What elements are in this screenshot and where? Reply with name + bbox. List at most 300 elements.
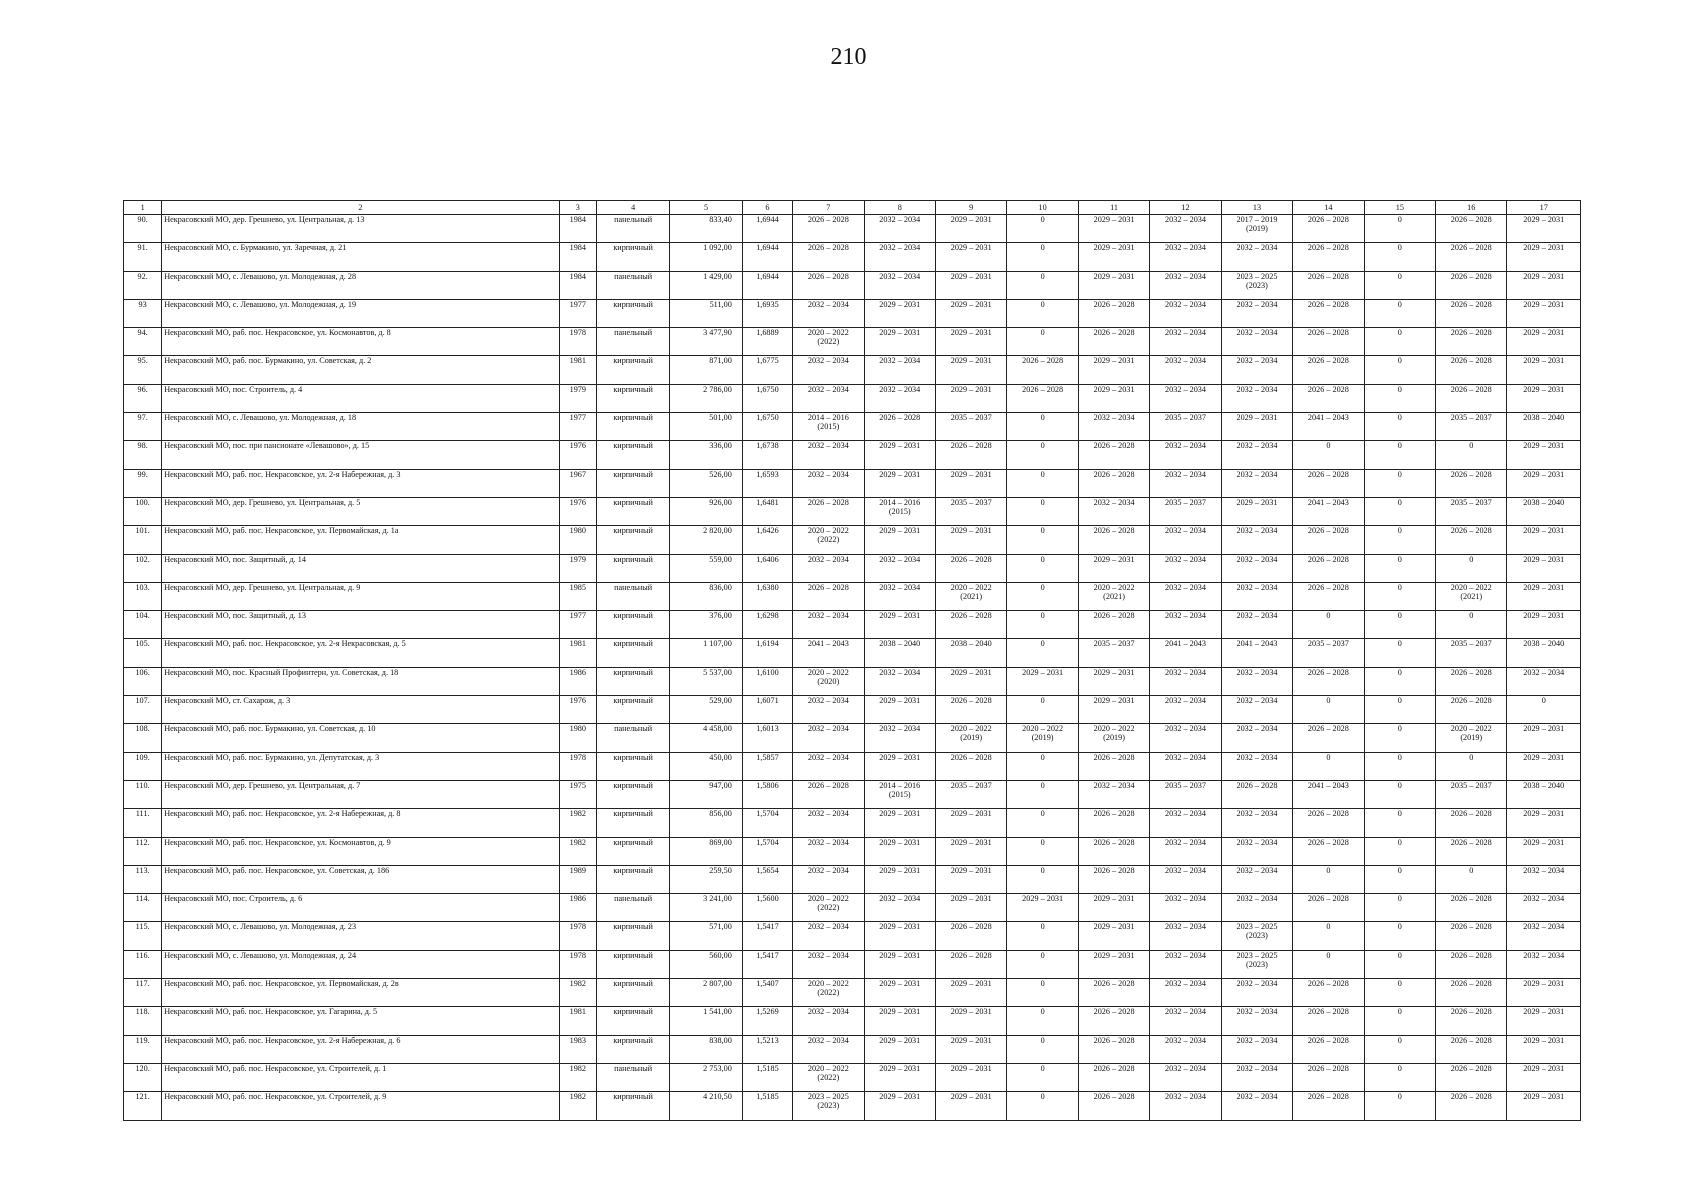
table-cell: 2032 – 2034 [1221, 752, 1292, 780]
table-cell: 2014 – 2016 (2015) [864, 497, 935, 525]
table-cell: 120. [124, 1063, 162, 1091]
table-cell: 90. [124, 215, 162, 243]
table-cell: 526,00 [670, 469, 742, 497]
column-header: 12 [1150, 201, 1221, 215]
table-cell: Некрасовский МО, пос. Красный Профинтерн, ул. Советская, д. 18 [162, 667, 559, 695]
table-cell: 0 [1507, 696, 1581, 724]
table-cell: кирпичный [596, 356, 669, 384]
table-cell: 2029 – 2031 [1507, 356, 1581, 384]
table-cell: 2029 – 2031 [864, 696, 935, 724]
table-cell: Некрасовский МО, раб. пос. Некрасовское, ул. 2-я Набережная, д. 8 [162, 809, 559, 837]
table-row [124, 384, 1581, 412]
table-cell: 2029 – 2031 [935, 356, 1006, 384]
table-cell: 2038 – 2040 [1507, 639, 1581, 667]
table-cell: Некрасовский МО, раб. пос. Бурмакино, ул. Депутатская, д. 3 [162, 752, 559, 780]
table-cell: 2032 – 2034 [1150, 1035, 1221, 1063]
table-cell: 2029 – 2031 [1507, 469, 1581, 497]
table-cell: 2026 – 2028 [1293, 1092, 1364, 1120]
table-cell: кирпичный [596, 865, 669, 893]
table-cell: кирпичный [596, 780, 669, 808]
table-cell: 1978 [559, 950, 596, 978]
table-cell: 2032 – 2034 [793, 356, 864, 384]
column-header: 6 [742, 201, 792, 215]
table-cell: 0 [1007, 328, 1078, 356]
table-cell: кирпичный [596, 299, 669, 327]
table-cell: кирпичный [596, 809, 669, 837]
table-cell: 0 [1364, 384, 1435, 412]
table-cell: 2032 – 2034 [793, 724, 864, 752]
table-row [124, 497, 1581, 525]
table-row [124, 243, 1581, 271]
table-cell: 2038 – 2040 [1507, 413, 1581, 441]
table-row [124, 667, 1581, 695]
table-cell: 0 [1007, 526, 1078, 554]
table-cell: 2029 – 2031 [1078, 384, 1149, 412]
table-cell: 2014 – 2016 (2015) [793, 413, 864, 441]
table-cell: 2029 – 2031 [1078, 894, 1149, 922]
table-cell: 0 [1364, 299, 1435, 327]
table-cell: 2032 – 2034 [864, 667, 935, 695]
table-cell: 450,00 [670, 752, 742, 780]
table-row [124, 780, 1581, 808]
table-cell: 2035 – 2037 [935, 497, 1006, 525]
table-cell: 0 [1364, 950, 1435, 978]
table-cell: 2029 – 2031 [1507, 1035, 1581, 1063]
table-cell: 110. [124, 780, 162, 808]
table-cell: 0 [1007, 639, 1078, 667]
table-cell: 0 [1364, 865, 1435, 893]
table-cell: 1985 [559, 582, 596, 610]
table-cell: 2032 – 2034 [1221, 384, 1292, 412]
header-row [124, 201, 1581, 215]
table-cell: 2041 – 2043 [1293, 497, 1364, 525]
table-cell: 2029 – 2031 [864, 1063, 935, 1091]
table-cell: 926,00 [670, 497, 742, 525]
table-cell: 0 [1364, 752, 1435, 780]
table-cell: Некрасовский МО, ст. Сахарож, д. 3 [162, 696, 559, 724]
table-cell: 2020 – 2022 (2022) [793, 526, 864, 554]
table-cell: 2020 – 2022 (2020) [793, 667, 864, 695]
table-cell: 2032 – 2034 [1221, 469, 1292, 497]
table-cell: 2032 – 2034 [793, 950, 864, 978]
table-cell: 108. [124, 724, 162, 752]
table-cell: 2032 – 2034 [1150, 299, 1221, 327]
table-cell: 0 [1007, 469, 1078, 497]
table-cell: Некрасовский МО, с. Левашово, ул. Молодежная, д. 19 [162, 299, 559, 327]
table-cell: Некрасовский МО, дер. Грешнево, ул. Центральная, д. 13 [162, 215, 559, 243]
table-cell: 0 [1293, 865, 1364, 893]
table-cell: 2026 – 2028 [1293, 271, 1364, 299]
table-cell: 2032 – 2034 [1221, 1035, 1292, 1063]
table-cell: 2032 – 2034 [1150, 837, 1221, 865]
table-cell: 0 [1364, 639, 1435, 667]
table-cell: 1982 [559, 1063, 596, 1091]
table-cell: 2026 – 2028 [1436, 469, 1507, 497]
table-cell: 2026 – 2028 [793, 582, 864, 610]
table-cell: 2032 – 2034 [1221, 894, 1292, 922]
table-cell: 2032 – 2034 [1150, 724, 1221, 752]
table-cell: 2035 – 2037 [1436, 413, 1507, 441]
table-cell: 107. [124, 696, 162, 724]
table-cell: 2029 – 2031 [864, 1092, 935, 1120]
table-cell: 0 [1007, 1063, 1078, 1091]
table-cell: 0 [1007, 1092, 1078, 1120]
column-header: 5 [670, 201, 742, 215]
table-cell: 1986 [559, 667, 596, 695]
table-cell: 2026 – 2028 [1436, 922, 1507, 950]
table-cell: 2026 – 2028 [1293, 979, 1364, 1007]
table-cell: 0 [1007, 979, 1078, 1007]
table-cell: 2032 – 2034 [1150, 469, 1221, 497]
table-cell: 2017 – 2019 (2019) [1221, 215, 1292, 243]
table-cell: 2029 – 2031 [935, 1035, 1006, 1063]
table-cell: 2026 – 2028 [1293, 809, 1364, 837]
table-cell: 2020 – 2022 (2019) [935, 724, 1006, 752]
table-cell: 2029 – 2031 [1507, 526, 1581, 554]
table-cell: 2032 – 2034 [1221, 582, 1292, 610]
table-cell: 511,00 [670, 299, 742, 327]
table-cell: кирпичный [596, 1035, 669, 1063]
table-cell: 2020 – 2022 (2022) [793, 328, 864, 356]
table-cell: 2032 – 2034 [1150, 979, 1221, 1007]
table-cell: 2026 – 2028 [1293, 384, 1364, 412]
table-cell: 2029 – 2031 [864, 837, 935, 865]
table-cell: 2014 – 2016 (2015) [864, 780, 935, 808]
schedule-table-wrapper [123, 200, 1581, 1121]
table-cell: кирпичный [596, 979, 669, 1007]
table-cell: 0 [1364, 611, 1435, 639]
table-cell: 1 429,00 [670, 271, 742, 299]
table-cell: 2026 – 2028 [1078, 1035, 1149, 1063]
table-cell: 1,5704 [742, 837, 792, 865]
table-cell: 2026 – 2028 [1221, 780, 1292, 808]
table-cell: 2035 – 2037 [1436, 639, 1507, 667]
table-cell: 2029 – 2031 [1507, 299, 1581, 327]
table-cell: 2032 – 2034 [1150, 809, 1221, 837]
table-cell: 0 [1007, 271, 1078, 299]
column-header: 13 [1221, 201, 1292, 215]
table-cell: 1,6935 [742, 299, 792, 327]
table-cell: 0 [1364, 497, 1435, 525]
table-cell: 2026 – 2028 [1293, 554, 1364, 582]
table-cell: 2026 – 2028 [1436, 979, 1507, 1007]
table-cell: 2032 – 2034 [1150, 865, 1221, 893]
table-cell: Некрасовский МО, пос. Защитный, д. 14 [162, 554, 559, 582]
table-cell: 2038 – 2040 [864, 639, 935, 667]
table-cell: 1,5407 [742, 979, 792, 1007]
table-cell: 501,00 [670, 413, 742, 441]
table-cell: 5 537,00 [670, 667, 742, 695]
table-cell: 0 [1364, 667, 1435, 695]
table-cell: 2026 – 2028 [1293, 1035, 1364, 1063]
table-cell: 2026 – 2028 [1293, 1007, 1364, 1035]
table-cell: 94. [124, 328, 162, 356]
table-cell: 838,00 [670, 1035, 742, 1063]
table-cell: 1,5806 [742, 780, 792, 808]
table-cell: 2029 – 2031 [864, 950, 935, 978]
table-cell: 0 [1364, 894, 1435, 922]
column-header: 16 [1436, 201, 1507, 215]
table-cell: панельный [596, 724, 669, 752]
table-cell: 1,6426 [742, 526, 792, 554]
table-cell: 833,40 [670, 215, 742, 243]
table-cell: 0 [1364, 526, 1435, 554]
table-cell: Некрасовский МО, раб. пос. Некрасовское, ул. 2-я Набережная, д. 3 [162, 469, 559, 497]
table-cell: 2032 – 2034 [1221, 865, 1292, 893]
table-cell: 2023 – 2025 (2023) [1221, 950, 1292, 978]
table-cell: 2032 – 2034 [1221, 837, 1292, 865]
table-cell: 0 [1364, 1007, 1435, 1035]
table-cell: 2029 – 2031 [1507, 1007, 1581, 1035]
table-cell: кирпичный [596, 1007, 669, 1035]
table-cell: 2026 – 2028 [935, 441, 1006, 469]
table-cell: панельный [596, 328, 669, 356]
table-row [124, 1092, 1581, 1120]
table-cell: 1975 [559, 780, 596, 808]
table-cell: 2026 – 2028 [1078, 752, 1149, 780]
table-cell: 2029 – 2031 [1507, 215, 1581, 243]
table-cell: 4 458,00 [670, 724, 742, 752]
table-cell: 2026 – 2028 [1436, 328, 1507, 356]
table-cell: 2032 – 2034 [1221, 554, 1292, 582]
table-cell: 2026 – 2028 [1078, 979, 1149, 1007]
table-cell: 1982 [559, 809, 596, 837]
table-cell: 2026 – 2028 [1436, 1035, 1507, 1063]
table-cell: 2032 – 2034 [1221, 667, 1292, 695]
table-cell: 95. [124, 356, 162, 384]
table-cell: 1982 [559, 837, 596, 865]
table-cell: 2020 – 2022 (2021) [1078, 582, 1149, 610]
table-cell: кирпичный [596, 667, 669, 695]
table-cell: 0 [1364, 356, 1435, 384]
table-cell: 0 [1007, 243, 1078, 271]
table-cell: 1980 [559, 724, 596, 752]
table-row [124, 922, 1581, 950]
column-header: 10 [1007, 201, 1078, 215]
table-cell: Некрасовский МО, раб. пос. Некрасовское, ул. 2-я Набережная, д. 6 [162, 1035, 559, 1063]
table-cell: 1,6194 [742, 639, 792, 667]
table-cell: 2 820,00 [670, 526, 742, 554]
table-cell: 106. [124, 667, 162, 695]
table-cell: кирпичный [596, 441, 669, 469]
table-cell: 2026 – 2028 [1078, 837, 1149, 865]
table-cell: 1,5185 [742, 1063, 792, 1091]
table-cell: 2032 – 2034 [864, 243, 935, 271]
table-cell: 2032 – 2034 [1150, 894, 1221, 922]
table-cell: 2026 – 2028 [1293, 356, 1364, 384]
table-cell: 1 107,00 [670, 639, 742, 667]
table-cell: Некрасовский МО, раб. пос. Некрасовское, ул. Первомайская, д. 1а [162, 526, 559, 554]
table-cell: 1989 [559, 865, 596, 893]
table-cell: Некрасовский МО, пос. Строитель, д. 4 [162, 384, 559, 412]
table-cell: 2029 – 2031 [935, 809, 1006, 837]
table-cell: 2026 – 2028 [1078, 611, 1149, 639]
table-cell: 1 541,00 [670, 1007, 742, 1035]
table-cell: 2023 – 2025 (2023) [793, 1092, 864, 1120]
table-cell: Некрасовский МО, раб. пос. Некрасовское, ул. Строителей, д. 1 [162, 1063, 559, 1091]
table-cell: 0 [1364, 837, 1435, 865]
table-cell: 0 [1293, 696, 1364, 724]
table-cell: 0 [1436, 441, 1507, 469]
table-cell: 2035 – 2037 [935, 413, 1006, 441]
table-cell: 2026 – 2028 [1436, 837, 1507, 865]
table-cell: 0 [1436, 752, 1507, 780]
table-cell: 2026 – 2028 [1293, 837, 1364, 865]
table-row [124, 865, 1581, 893]
table-cell: 1,6593 [742, 469, 792, 497]
table-cell: 2029 – 2031 [864, 469, 935, 497]
table-cell: 2041 – 2043 [1293, 780, 1364, 808]
table-cell: 2032 – 2034 [1507, 950, 1581, 978]
table-cell: 2032 – 2034 [864, 554, 935, 582]
table-cell: 2 786,00 [670, 384, 742, 412]
table-cell: 99. [124, 469, 162, 497]
table-cell: 0 [1293, 441, 1364, 469]
table-cell: 2029 – 2031 [1078, 554, 1149, 582]
table-cell: 0 [1007, 497, 1078, 525]
table-cell: 93 [124, 299, 162, 327]
table-cell: 101. [124, 526, 162, 554]
table-cell: кирпичный [596, 837, 669, 865]
table-cell: 2032 – 2034 [1150, 1063, 1221, 1091]
table-cell: 2026 – 2028 [1078, 441, 1149, 469]
table-cell: 2026 – 2028 [935, 922, 1006, 950]
table-cell: 2029 – 2031 [1078, 215, 1149, 243]
table-cell: 2029 – 2031 [935, 215, 1006, 243]
table-cell: 2029 – 2031 [1078, 271, 1149, 299]
table-cell: 2032 – 2034 [793, 752, 864, 780]
table-cell: 2032 – 2034 [1150, 554, 1221, 582]
table-cell: 2029 – 2031 [935, 1092, 1006, 1120]
table-cell: 1984 [559, 215, 596, 243]
table-cell: 2029 – 2031 [864, 526, 935, 554]
table-cell: Некрасовский МО, раб. пос. Бурмакино, ул. Советская, д. 2 [162, 356, 559, 384]
table-cell: 2029 – 2031 [935, 384, 1006, 412]
table-cell: 1982 [559, 1092, 596, 1120]
column-header: 1 [124, 201, 162, 215]
table-cell: 2032 – 2034 [793, 922, 864, 950]
table-cell: 109. [124, 752, 162, 780]
table-cell: кирпичный [596, 752, 669, 780]
table-cell: 1976 [559, 441, 596, 469]
table-cell: 2029 – 2031 [1221, 497, 1292, 525]
table-cell: 0 [1007, 837, 1078, 865]
table-cell: 2029 – 2031 [935, 243, 1006, 271]
table-cell: 2026 – 2028 [1078, 469, 1149, 497]
table-cell: 0 [1364, 979, 1435, 1007]
table-cell: Некрасовский МО, раб. пос. Некрасовское, ул. Гагарина, д. 5 [162, 1007, 559, 1035]
table-cell: 104. [124, 611, 162, 639]
table-cell: кирпичный [596, 554, 669, 582]
table-cell: 0 [1364, 413, 1435, 441]
table-cell: 2035 – 2037 [1150, 413, 1221, 441]
table-cell: 0 [1293, 752, 1364, 780]
table-cell: 2029 – 2031 [864, 752, 935, 780]
table-cell: 97. [124, 413, 162, 441]
table-cell: 0 [1293, 922, 1364, 950]
column-header: 14 [1293, 201, 1364, 215]
table-cell: 114. [124, 894, 162, 922]
table-cell: 2023 – 2025 (2023) [1221, 271, 1292, 299]
table-cell: 2032 – 2034 [1150, 1092, 1221, 1120]
table-cell: 116. [124, 950, 162, 978]
table-cell: 0 [1007, 780, 1078, 808]
table-cell: 0 [1364, 922, 1435, 950]
table-cell: 4 210,50 [670, 1092, 742, 1120]
table-cell: 2032 – 2034 [793, 696, 864, 724]
table-cell: 2029 – 2031 [1078, 243, 1149, 271]
table-cell: Некрасовский МО, пос. при пансионате «Левашово», д. 15 [162, 441, 559, 469]
table-cell: 836,00 [670, 582, 742, 610]
table-cell: 2029 – 2031 [1078, 356, 1149, 384]
table-cell: 1980 [559, 526, 596, 554]
table-cell: 2026 – 2028 [1078, 328, 1149, 356]
table-cell: 2026 – 2028 [1293, 469, 1364, 497]
table-cell: 336,00 [670, 441, 742, 469]
table-cell: 2032 – 2034 [1507, 894, 1581, 922]
table-cell: Некрасовский МО, раб. пос. Некрасовское, ул. Космонавтов, д. 9 [162, 837, 559, 865]
table-cell: 2032 – 2034 [1078, 497, 1149, 525]
table-cell: 1,6100 [742, 667, 792, 695]
table-cell: 2020 – 2022 (2021) [935, 582, 1006, 610]
table-cell: 1,6481 [742, 497, 792, 525]
table-cell: 856,00 [670, 809, 742, 837]
table-row [124, 950, 1581, 978]
table-cell: 2038 – 2040 [1507, 497, 1581, 525]
table-cell: 1983 [559, 1035, 596, 1063]
table-cell: Некрасовский МО, с. Бурмакино, ул. Заречная, д. 21 [162, 243, 559, 271]
table-cell: Некрасовский МО, раб. пос. Некрасовское, ул. Советская, д. 186 [162, 865, 559, 893]
table-cell: 1,6944 [742, 215, 792, 243]
table-cell: 0 [1007, 1007, 1078, 1035]
table-cell: 1,5417 [742, 922, 792, 950]
table-cell: 259,50 [670, 865, 742, 893]
table-cell: 2026 – 2028 [1293, 243, 1364, 271]
table-cell: 2026 – 2028 [1078, 1092, 1149, 1120]
table-cell: 1976 [559, 696, 596, 724]
table-cell: 1978 [559, 752, 596, 780]
column-header: 17 [1507, 201, 1581, 215]
table-cell: 2026 – 2028 [1436, 696, 1507, 724]
table-cell: панельный [596, 1063, 669, 1091]
table-cell: 2026 – 2028 [1293, 724, 1364, 752]
table-row [124, 696, 1581, 724]
table-cell: 2032 – 2034 [1221, 243, 1292, 271]
table-cell: 2029 – 2031 [864, 809, 935, 837]
table-cell: 2026 – 2028 [1436, 271, 1507, 299]
table-cell: 2026 – 2028 [1436, 1092, 1507, 1120]
table-cell: 2032 – 2034 [793, 837, 864, 865]
table-cell: 2026 – 2028 [1436, 215, 1507, 243]
table-cell: 102. [124, 554, 162, 582]
table-cell: 2020 – 2022 (2022) [793, 1063, 864, 1091]
table-cell: 2026 – 2028 [1436, 299, 1507, 327]
table-cell: 2026 – 2028 [793, 497, 864, 525]
table-cell: кирпичный [596, 384, 669, 412]
table-cell: 2032 – 2034 [1150, 1007, 1221, 1035]
table-row [124, 837, 1581, 865]
table-cell: 91. [124, 243, 162, 271]
table-cell: 1,6889 [742, 328, 792, 356]
table-cell: 105. [124, 639, 162, 667]
table-cell: Некрасовский МО, пос. Строитель, д. 6 [162, 894, 559, 922]
table-cell: 1,6738 [742, 441, 792, 469]
table-cell: кирпичный [596, 611, 669, 639]
table-cell: 0 [1364, 1035, 1435, 1063]
table-cell: 2032 – 2034 [864, 356, 935, 384]
column-header: 7 [793, 201, 864, 215]
table-cell: 1,6750 [742, 413, 792, 441]
